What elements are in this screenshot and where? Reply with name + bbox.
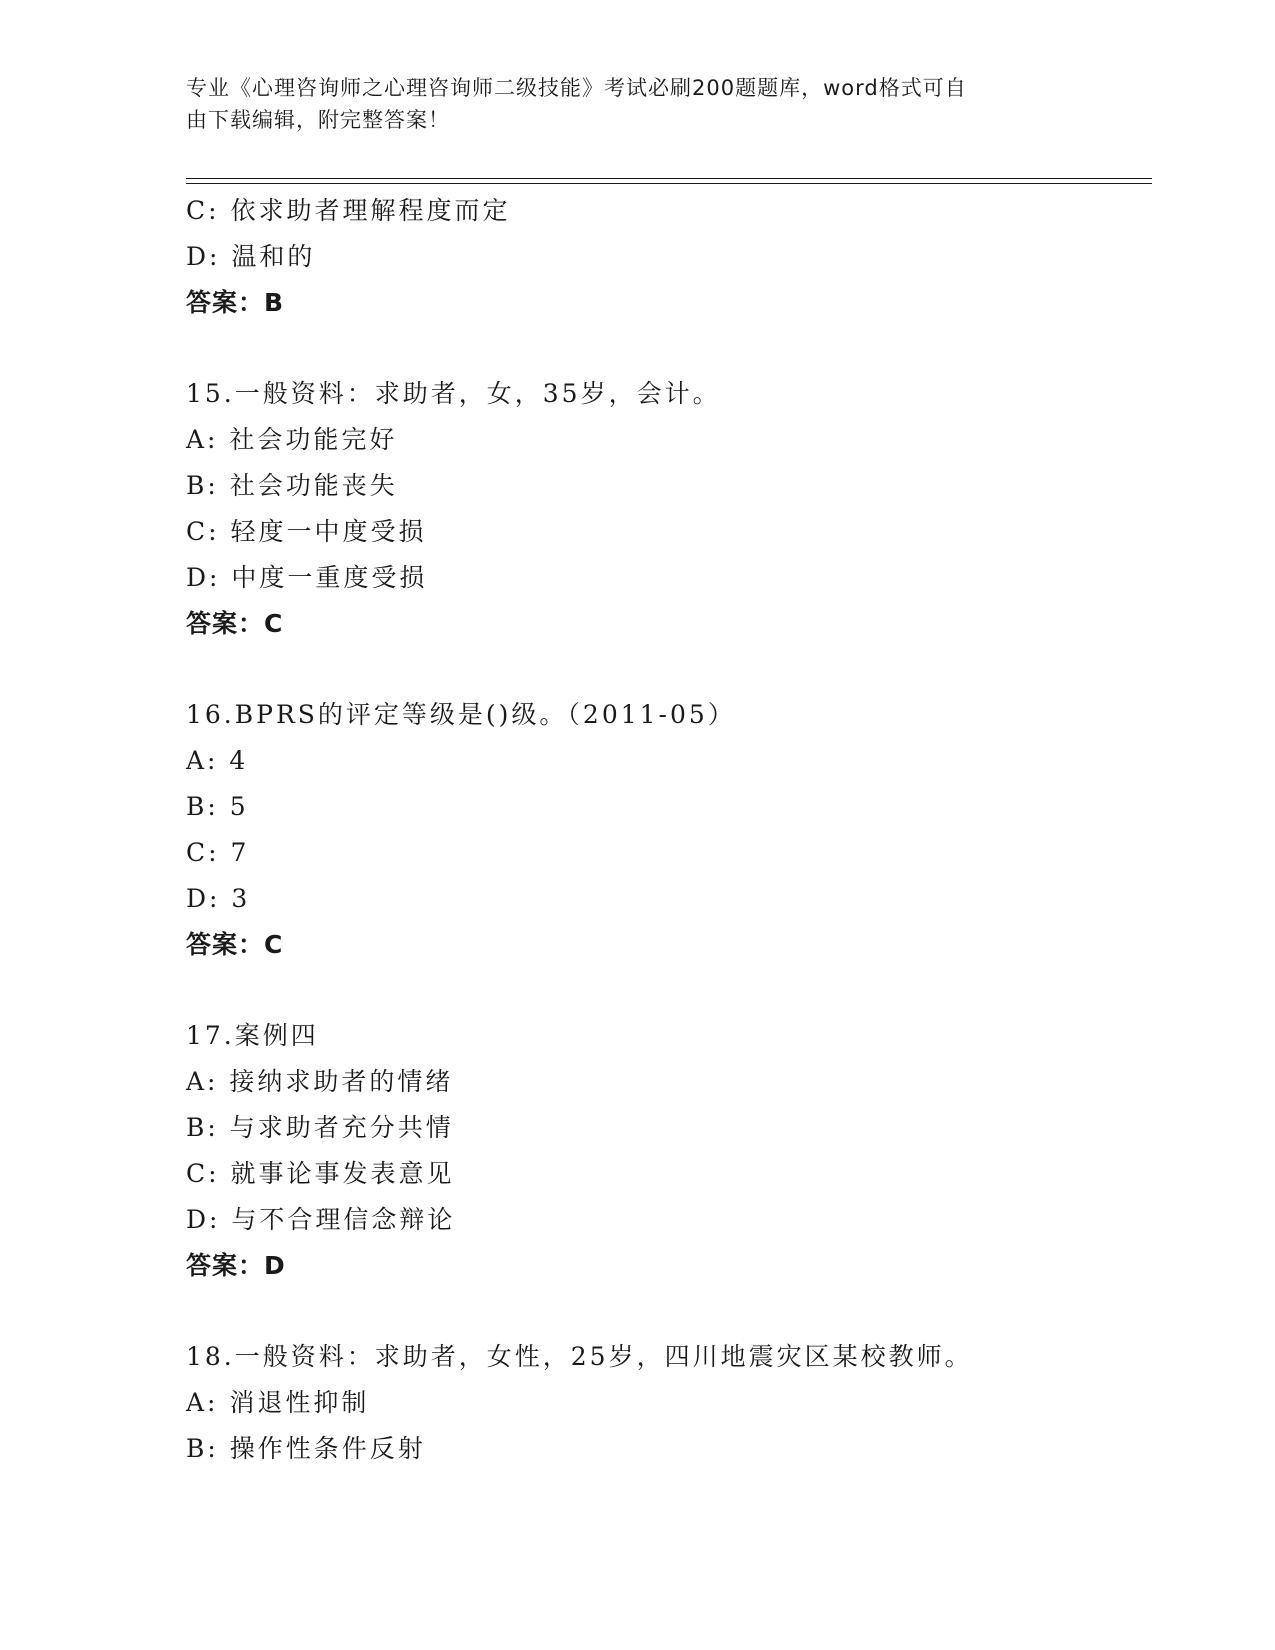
question-list bbox=[186, 188, 1146, 1472]
question-text: 15.一般资料：求助者，女，35岁，会计。 bbox=[186, 379, 721, 408]
question-text: 17.案例四 bbox=[186, 1021, 319, 1050]
option-a: A: 接纳求助者的情绪 bbox=[186, 1067, 454, 1096]
question-14 bbox=[186, 188, 1146, 326]
header-rule-bottom bbox=[186, 183, 1152, 184]
option-a: A: 消退性抑制 bbox=[186, 1388, 370, 1417]
option-c: C: 轻度一中度受损 bbox=[186, 517, 427, 546]
spacer bbox=[186, 1289, 1146, 1334]
option-b: B: 5 bbox=[186, 792, 249, 821]
option-c: C: 就事论事发表意见 bbox=[186, 1159, 455, 1188]
header-rule-top bbox=[186, 178, 1152, 179]
header-line-2: 由下载编辑，附完整答案！ bbox=[186, 108, 450, 132]
option-a: A: 4 bbox=[186, 746, 249, 775]
answer: 答案：B bbox=[186, 288, 285, 317]
option-c: C: 依求助者理解程度而定 bbox=[186, 196, 511, 225]
spacer bbox=[186, 326, 1146, 371]
option-b: B: 社会功能丧失 bbox=[186, 471, 398, 500]
spacer bbox=[186, 968, 1146, 1013]
header-line-1: 专业《心理咨询师之心理咨询师二级技能》考试必刷200题题库，word格式可自 bbox=[186, 76, 967, 100]
answer: 答案：C bbox=[186, 930, 284, 959]
option-a: A: 社会功能完好 bbox=[186, 425, 398, 454]
question-16 bbox=[186, 692, 1146, 968]
document-header bbox=[186, 72, 1066, 136]
option-b: B: 操作性条件反射 bbox=[186, 1434, 426, 1463]
option-c: C: 7 bbox=[186, 838, 250, 867]
answer: 答案：C bbox=[186, 609, 284, 638]
option-b: B: 与求助者充分共情 bbox=[186, 1113, 454, 1142]
question-15 bbox=[186, 371, 1146, 647]
question-18 bbox=[186, 1334, 1146, 1472]
spacer bbox=[186, 647, 1146, 692]
option-d: D: 与不合理信念辩论 bbox=[186, 1205, 456, 1234]
question-text: 18.一般资料：求助者，女性，25岁，四川地震灾区某校教师。 bbox=[186, 1342, 973, 1371]
option-d: D: 温和的 bbox=[186, 242, 316, 271]
question-text: 16.BPRS的评定等级是()级。（2011-05） bbox=[186, 700, 736, 729]
answer: 答案：D bbox=[186, 1251, 286, 1280]
option-d: D: 3 bbox=[186, 884, 251, 913]
option-d: D: 中度一重度受损 bbox=[186, 563, 428, 592]
question-17 bbox=[186, 1013, 1146, 1289]
